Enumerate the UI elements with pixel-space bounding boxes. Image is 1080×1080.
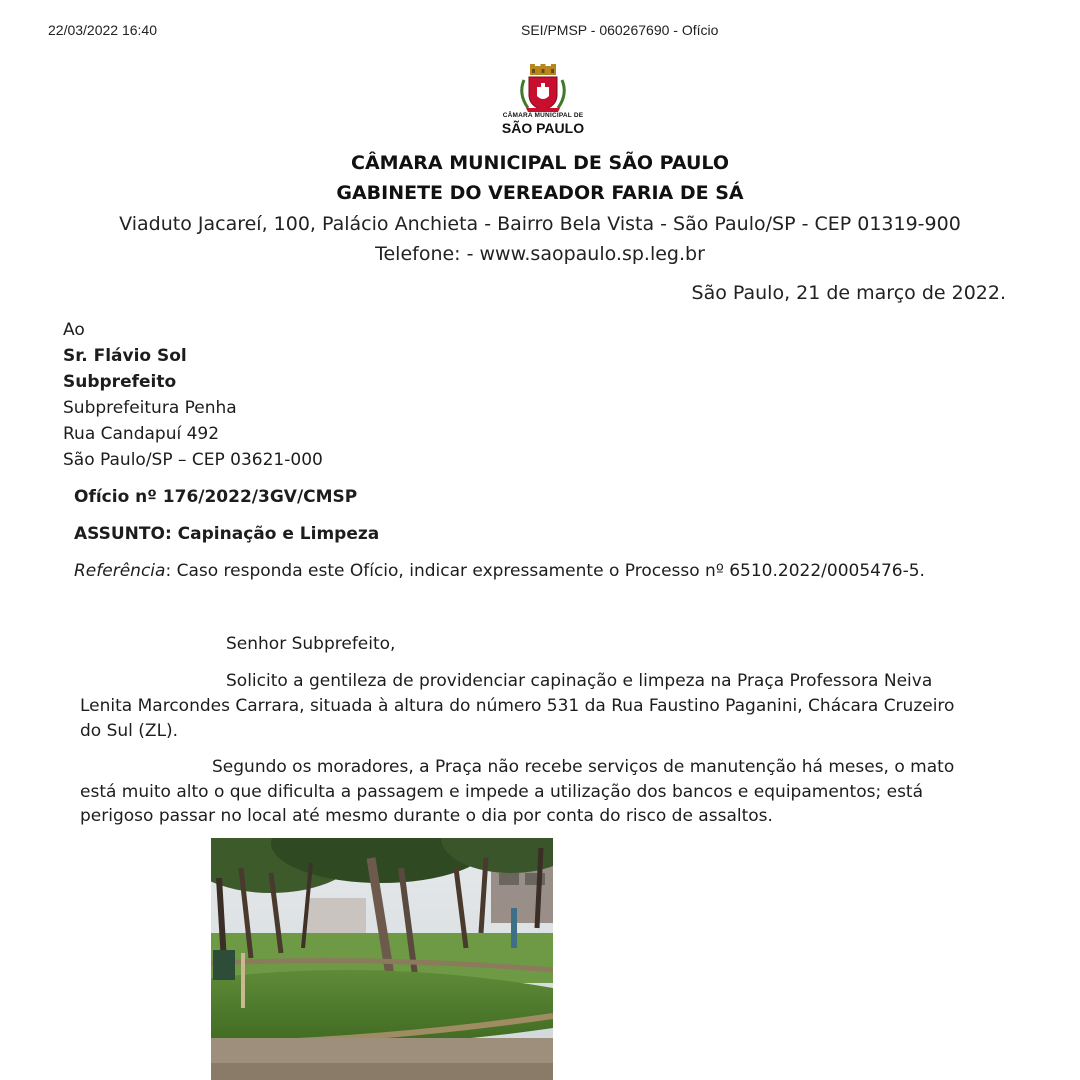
print-document-id: SEI/PMSP - 060267690 - Ofício bbox=[521, 22, 719, 38]
recipient-name: Sr. Flávio Sol bbox=[63, 346, 187, 366]
paragraph-1-line-1: Solicito a gentileza de providenciar capinação e limpeza na Praça Professora Neiva bbox=[226, 671, 933, 691]
reference-line bbox=[74, 561, 925, 581]
paragraph-2-line-3: perigoso passar no local até mesmo durante o dia por conta do risco de assaltos. bbox=[80, 806, 773, 826]
subject-line bbox=[74, 524, 379, 544]
paragraph-2-line-2: está muito alto o que dificulta a passagem e impede a utilização dos bancos e equipamentos; está bbox=[80, 782, 924, 802]
letterhead-subtitle: GABINETE DO VEREADOR FARIA DE SÁ bbox=[336, 182, 744, 204]
reference-text: : Caso responda este Ofício, indicar expressamente o Processo nº 6510.2022/0005476-5. bbox=[165, 561, 925, 581]
paragraph-2-line-1: Segundo os moradores, a Praça não recebe serviços de manutenção há meses, o mato bbox=[212, 757, 955, 777]
recipient-street: Rua Candapuí 492 bbox=[63, 424, 220, 444]
square-photo bbox=[211, 838, 553, 1080]
oficio-number: Ofício nº 176/2022/3GV/CMSP bbox=[74, 487, 358, 507]
print-datetime: 22/03/2022 16:40 bbox=[48, 22, 157, 38]
letterhead-address: Viaduto Jacareí, 100, Palácio Anchieta - Bairro Bela Vista - São Paulo/SP - CEP 01319-900 bbox=[119, 213, 961, 235]
letterhead-title: CÂMARA MUNICIPAL DE SÃO PAULO bbox=[351, 152, 729, 174]
subject-text: Capinação e Limpeza bbox=[171, 524, 380, 544]
chamber-logo bbox=[488, 62, 598, 142]
recipient-salutation: Ao bbox=[63, 320, 85, 340]
paragraph-1-line-2: Lenita Marcondes Carrara, situada à altura do número 531 da Rua Faustino Paganini, Chácara Cruzeiro bbox=[80, 696, 955, 716]
coat-of-arms-icon bbox=[488, 62, 598, 114]
recipient-role: Subprefeito bbox=[63, 372, 177, 392]
logo-caption-big: SÃO PAULO bbox=[501, 120, 585, 136]
recipient-city: São Paulo/SP – CEP 03621-000 bbox=[63, 450, 323, 470]
subject-label: ASSUNTO: bbox=[74, 524, 172, 544]
letterhead-contact: Telefone: - www.saopaulo.sp.leg.br bbox=[375, 243, 705, 265]
logo-caption-small: CÂMARA MUNICIPAL DE bbox=[502, 112, 584, 119]
reference-label: Referência bbox=[74, 561, 166, 581]
recipient-organization: Subprefeitura Penha bbox=[63, 398, 237, 418]
greeting: Senhor Subprefeito, bbox=[226, 634, 396, 654]
letter-date: São Paulo, 21 de março de 2022. bbox=[691, 282, 1006, 304]
paragraph-1-line-3: do Sul (ZL). bbox=[80, 721, 179, 741]
